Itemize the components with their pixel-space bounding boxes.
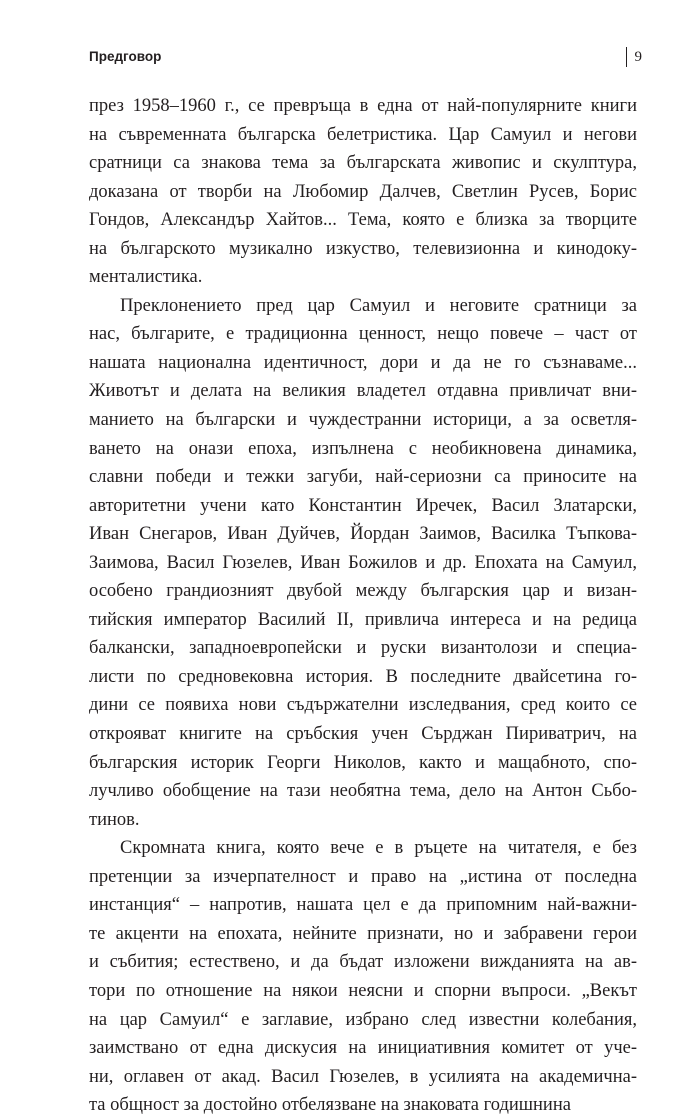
text-line: ни, оглавен от акад. Васил Гюзелев, в усилията на академична- — [89, 1066, 637, 1087]
running-head — [89, 46, 642, 68]
text-line: авторитетни учени като Константин Иречек, Васил Златарски, — [89, 495, 637, 516]
text-line: лучливо обобщение на тази необятна тема, дело на Антон Сьбо- — [89, 781, 637, 802]
text-line: Преклонението пред цар Самуил и неговите сратници за — [120, 295, 637, 316]
text-line: заимствано от една дискусия на инициативния комитет от уче- — [89, 1038, 637, 1059]
text-line: сратници са знакова тема за българската живопис и скулптура, — [89, 153, 637, 174]
text-line: на българското музикално изкуство, телевизионна и кинодоку- — [89, 238, 637, 259]
text-line: и събития; естествено, и да бъдат изложени вижданията на ав- — [89, 952, 637, 973]
text-line: открояват книгите на сръбския учен Сърджан Пириватрич, на — [89, 724, 637, 745]
text-line: Заимова, Васил Гюзелев, Иван Божилов и др. Епохата на Самуил, — [89, 552, 637, 573]
text-line: Животът и делата на великия владетел отдавна привличат вни- — [89, 381, 637, 402]
section-title: Предговор — [89, 49, 162, 64]
text-line: Иван Снегаров, Иван Дуйчев, Йордан Заимов, Василка Тъпкова- — [89, 524, 637, 545]
text-line: те акценти на епохата, нейните признати, но и забравени герои — [89, 923, 637, 944]
page-number: 9 — [634, 49, 642, 65]
text-line: ването на онази епоха, изпълнена с необикновена динамика, — [89, 438, 637, 459]
paragraph — [89, 92, 637, 292]
text-line: на цар Самуил“ е заглавие, избрано след известни колебания, — [89, 1009, 637, 1030]
text-line: дини се появиха нови съдържателни изследвания, сред които се — [89, 695, 637, 716]
text-line: претенции за изчерпателност и право на „истина от последна — [89, 866, 637, 887]
text-line: през 1958–1960 г., се превръща в една от най-популярните книги — [89, 96, 637, 116]
text-line: тинов. — [89, 809, 140, 830]
text-line: на съвременната българска белетристика. Цар Самуил и негови — [89, 124, 637, 145]
paragraph — [89, 834, 637, 1119]
text-line: листи по средновековна история. В последните двайсетина го- — [89, 666, 637, 687]
text-line: Скромната книга, която вече е в ръцете на читателя, е без — [120, 838, 637, 859]
paragraph — [89, 292, 637, 834]
text-line: балкански, западноевропейски и руски византолози и специа- — [89, 638, 637, 659]
text-line: доказана от творби на Любомир Далчев, Светлин Русев, Борис — [89, 181, 637, 202]
text-line: българския историк Георги Николов, както и мащабното, спо- — [89, 752, 637, 773]
page-number-block — [626, 46, 643, 68]
text-line: славни победи и тежки загуби, най-сериозни са приносите на — [89, 467, 637, 488]
text-line: тийския император Василий II, привлича интереса и на редица — [89, 609, 637, 630]
text-line: нас, българите, е традиционна ценност, нещо повече – част от — [89, 324, 637, 345]
text-line: та общност за достойно отбелязване на знаковата годишнина — [89, 1095, 571, 1116]
text-line: инстанция“ – напротив, нашата цел е да припомним най-важни- — [89, 895, 637, 916]
text-line: тори по отношение на някои неясни и спорни въпроси. „Векът — [89, 980, 637, 1001]
folio-divider — [626, 47, 627, 67]
text-line: нашата национална идентичност, дори и да не го съзнаваме... — [89, 352, 637, 373]
body-text — [89, 92, 637, 1120]
text-line: манието на български и чуждестранни историци, а за осветля- — [89, 410, 637, 431]
text-line: особено грандиозният двубой между българския цар и визан- — [89, 581, 637, 602]
text-line: Гондов, Александър Хайтов... Тема, която е близка за творците — [89, 210, 637, 231]
text-line: менталистика. — [89, 267, 203, 288]
